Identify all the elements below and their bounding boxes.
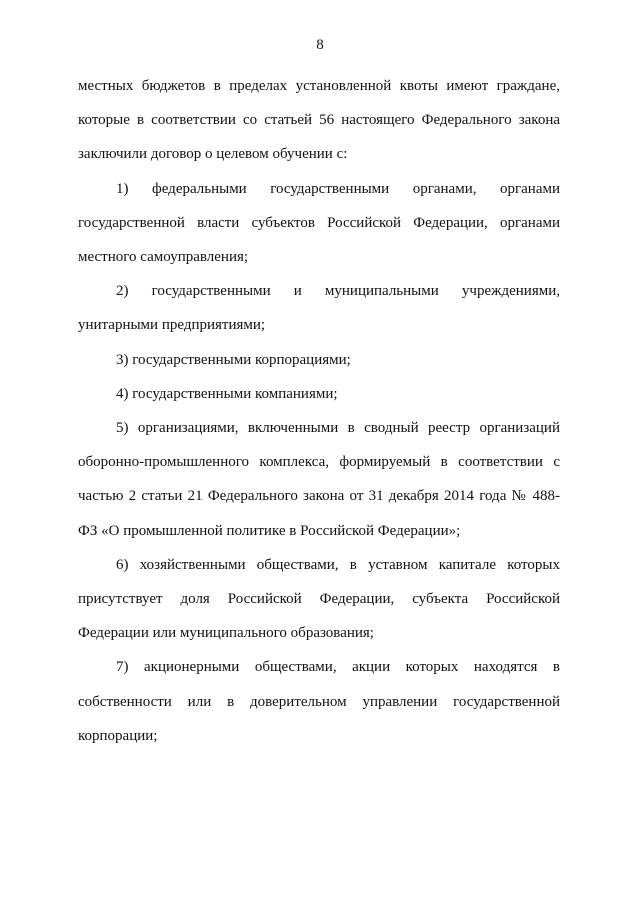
list-item-1: 1) федеральными государственными органами, органами государственной власти субъектов Российской Федерации, органами местного самоуправления; <box>78 180 560 266</box>
list-item-4: 4) государственными компаниями; <box>116 385 338 402</box>
list-item-6: 6) хозяйственными обществами, в уставном капитале которых присутствует доля Российской Федерации, субъекта Российской Федерации или муниципального образования; <box>78 556 560 642</box>
paragraph-intro: местных бюджетов в пределах установленной квоты имеют граждане, которые в соответствии со статьей 56 настоящего Федерального закона заключили договор о целевом обучении с: <box>78 78 560 163</box>
list-item-3: 3) государственными корпорациями; <box>116 351 351 368</box>
list-item-7: 7) акционерными обществами, акции которых находятся в собственности или в доверительном управлении государственной корпорации; <box>78 659 560 744</box>
list-item-2: 2) государственными и муниципальными учреждениями, унитарными предприятиями; <box>78 283 560 334</box>
document-body <box>78 69 560 753</box>
list-item-5: 5) организациями, включенными в сводный реестр организаций оборонно-промышленного комплекса, формируемый в соответствии с частью 2 статьи 21 Федерального закона от 31 декабря 2014 года № 488-ФЗ «О промышленной политике в Российской Федерации»; <box>78 420 560 539</box>
page-number: 8 <box>316 37 324 53</box>
